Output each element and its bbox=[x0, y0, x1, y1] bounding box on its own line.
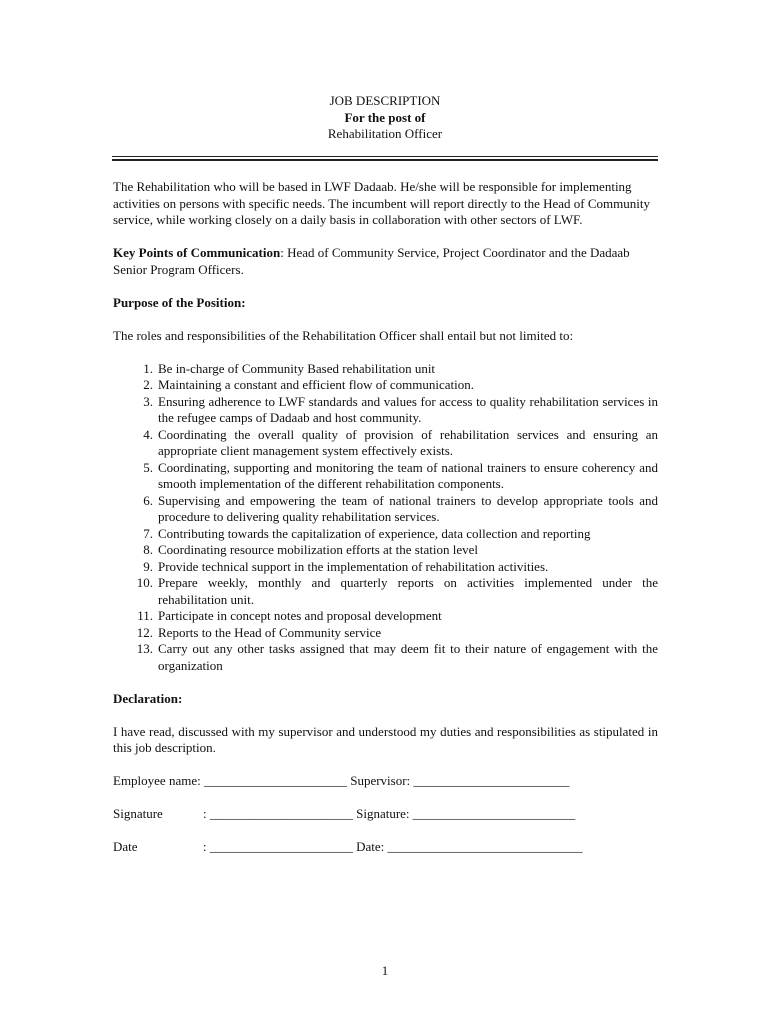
list-item bbox=[113, 377, 658, 394]
list-item-text: Reports to the Head of Community service bbox=[158, 624, 382, 640]
doc-subtitle: For the post of bbox=[344, 109, 426, 125]
signature-fields: : ______________________ Signature: _________________________ bbox=[203, 806, 576, 821]
list-item-text: Ensuring adherence to LWF standards and values for access to quality rehabilitation services in the refugee camps of Dadaab and host community. bbox=[158, 393, 658, 425]
header-divider-thick bbox=[112, 159, 658, 161]
signature-row bbox=[113, 806, 658, 823]
signature-label: Signature bbox=[113, 806, 163, 821]
list-item-text: Maintaining a constant and efficient flow of communication. bbox=[158, 377, 475, 392]
document-header bbox=[0, 93, 770, 143]
list-item-number: 12. bbox=[136, 624, 153, 640]
list-item-number: 13. bbox=[136, 641, 153, 656]
list-item-text: Coordinating resource mobilization efforts at the station level bbox=[158, 542, 478, 557]
list-item bbox=[113, 608, 658, 625]
list-item-text: Supervising and empowering the team of national trainers to develop appropriate tools and procedure to delivering quality rehabilitation services. bbox=[158, 492, 658, 524]
employee-name-field: Employee name: ______________________ Supervisor: ________________________ bbox=[113, 773, 570, 788]
key-points-label: Key Points of Communication bbox=[113, 245, 281, 260]
position-title: Rehabilitation Officer bbox=[327, 126, 443, 141]
key-points-paragraph bbox=[113, 245, 658, 278]
list-item bbox=[113, 427, 658, 460]
declaration-heading: Declaration: bbox=[113, 690, 183, 706]
list-item-number: 11. bbox=[137, 608, 153, 623]
date-label: Date bbox=[113, 839, 138, 854]
date-fields: : ______________________ Date: ______________________________ bbox=[203, 839, 583, 854]
document-body bbox=[113, 179, 658, 856]
list-item bbox=[113, 394, 658, 427]
list-item-text: Be in-charge of Community Based rehabilitation unit bbox=[158, 360, 436, 376]
date-row bbox=[113, 839, 658, 856]
header-divider-thin bbox=[112, 156, 658, 157]
list-item-number: 7. bbox=[143, 525, 153, 541]
list-item-number: 4. bbox=[143, 426, 153, 442]
roles-intro: The roles and responsibilities of the Rehabilitation Officer shall entail but not limited to: bbox=[113, 327, 574, 343]
list-item-number: 5. bbox=[143, 459, 153, 475]
doc-title: JOB DESCRIPTION bbox=[329, 93, 441, 108]
list-item bbox=[113, 460, 658, 493]
list-item-text: Provide technical support in the implementation of rehabilitation activities. bbox=[158, 558, 549, 574]
list-item-text: Coordinating, supporting and monitoring the team of national trainers to ensure coherency and smooth implementation of the different rehabilitation components. bbox=[158, 459, 658, 491]
list-item-number: 2. bbox=[143, 377, 153, 392]
list-item-number: 3. bbox=[143, 393, 153, 409]
list-item-number: 10. bbox=[136, 575, 153, 590]
list-item bbox=[113, 559, 658, 576]
purpose-heading: Purpose of the Position: bbox=[113, 294, 246, 310]
page-number: 1 bbox=[381, 963, 389, 978]
responsibilities-list bbox=[113, 361, 658, 675]
list-item-number: 8. bbox=[143, 542, 153, 557]
list-item bbox=[113, 625, 658, 642]
list-item-number: 1. bbox=[143, 360, 153, 376]
list-item bbox=[113, 575, 658, 608]
employee-supervisor-row bbox=[113, 773, 658, 790]
list-item bbox=[113, 361, 658, 378]
list-item-text: Contributing towards the capitalization of experience, data collection and reporting bbox=[158, 525, 591, 541]
list-item bbox=[113, 542, 658, 559]
list-item bbox=[113, 493, 658, 526]
list-item-text: Prepare weekly, monthly and quarterly reports on activities implemented under the rehabilitation unit. bbox=[158, 575, 658, 607]
list-item-number: 9. bbox=[143, 558, 153, 574]
list-item-text: Carry out any other tasks assigned that may deem fit to their nature of engagement with the organization bbox=[158, 641, 658, 673]
list-item bbox=[113, 641, 658, 674]
list-item-text: Coordinating the overall quality of provision of rehabilitation services and ensuring an appropriate client management system effectively exists. bbox=[158, 426, 658, 458]
list-item-number: 6. bbox=[143, 492, 153, 508]
list-item-text: Participate in concept notes and proposal development bbox=[158, 608, 442, 623]
declaration-text: I have read, discussed with my supervisor and understood my duties and responsibilities as stipulated in this job description. bbox=[113, 723, 658, 755]
key-points-text: : Head of Community Service, Project Coordinator and the Dadaab Senior Program Officers. bbox=[113, 245, 630, 277]
intro-paragraph: The Rehabilitation who will be based in LWF Dadaab. He/she will be responsible for implementing activities on persons with specific needs. The incumbent will report directly to the Head of Community service, while working closely on a daily basis in collaboration with other sectors of LWF. bbox=[113, 179, 650, 227]
list-item bbox=[113, 526, 658, 543]
